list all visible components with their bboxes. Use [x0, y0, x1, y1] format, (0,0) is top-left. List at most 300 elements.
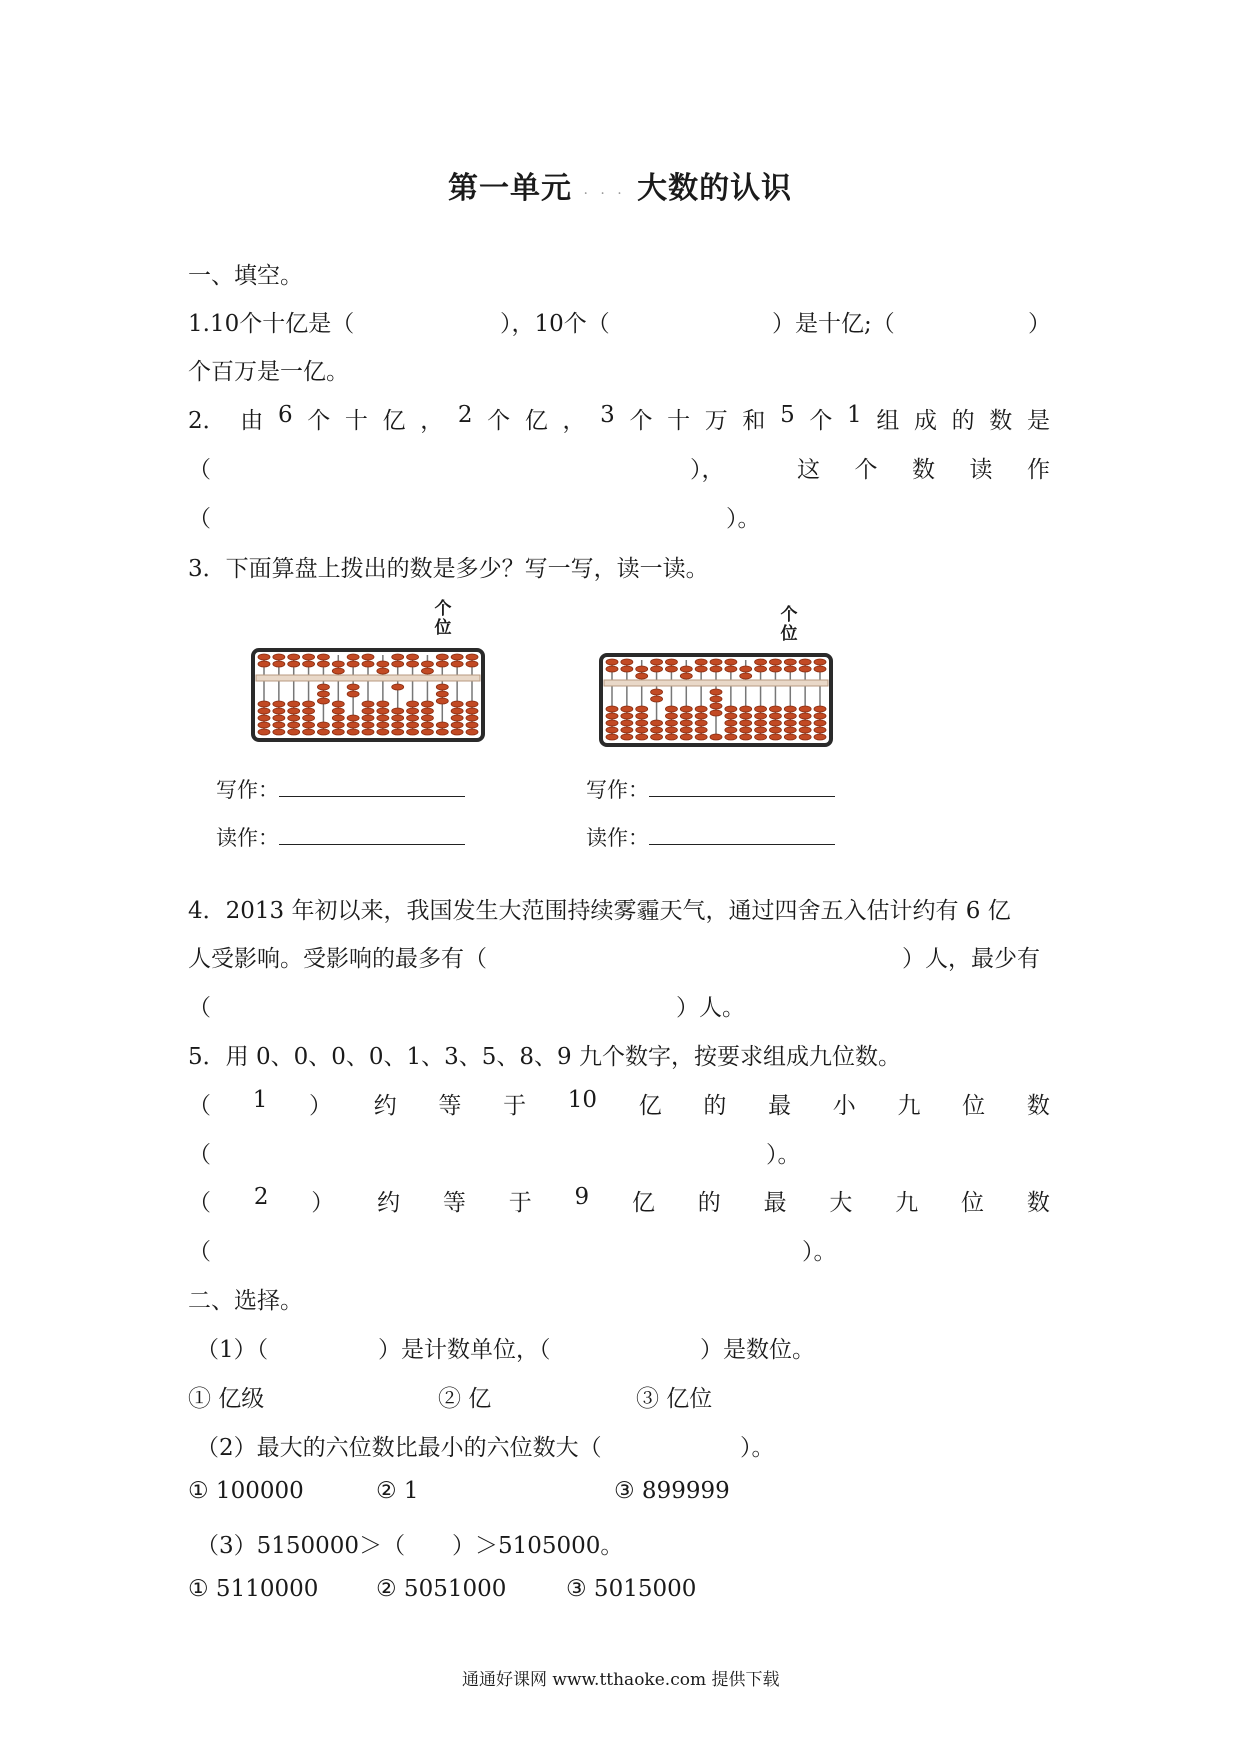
abacus1-label-top: 个 [434, 599, 452, 619]
abacus-bead [755, 666, 767, 672]
abacus-bead [407, 708, 419, 714]
q2-word: 2． [188, 408, 226, 434]
abacus2-label-top: 个 [780, 605, 798, 625]
abacus-bead [407, 661, 419, 667]
q2-word: ， [562, 408, 586, 434]
abacus-bead [451, 729, 463, 735]
q5-word: （ [188, 1093, 211, 1119]
c2-option-3[interactable]: ③ 899999 [614, 1478, 730, 1504]
q2-word: 数 [912, 457, 935, 483]
section1-heading: 一、填空。 [188, 263, 303, 289]
q5-sub1-open: （ [188, 1142, 211, 1168]
q5-word: 等 [438, 1093, 462, 1119]
abacus-bead [466, 729, 478, 735]
abacus-bead [288, 708, 300, 714]
abacus2-write-blank[interactable] [649, 778, 835, 797]
abacus-bead [636, 720, 648, 726]
q2-line2-words [797, 451, 1050, 484]
q2-word: 组 [876, 408, 900, 434]
abacus-bead [273, 654, 285, 660]
abacus-bead [288, 729, 300, 735]
abacus-bead [665, 727, 677, 733]
abacus-bead [769, 659, 781, 665]
abacus-bead [814, 666, 826, 672]
abacus1-read-label: 读作： [216, 826, 279, 850]
abacus-bead [710, 659, 722, 665]
abacus-bead [332, 722, 344, 728]
abacus2-read [586, 822, 835, 852]
abacus-bead [695, 706, 707, 712]
abacus-bead [814, 727, 826, 733]
abacus-bead [332, 701, 344, 707]
q2-word: 6 [277, 402, 293, 428]
q2-line1 [188, 402, 1050, 435]
abacus1-write-blank[interactable] [279, 778, 465, 797]
abacus-bead [710, 703, 722, 709]
q5-word: 2 [253, 1184, 269, 1210]
abacus-bead [725, 727, 737, 733]
abacus-bead [680, 720, 692, 726]
abacus-bead [377, 722, 389, 728]
abacus-bead [347, 715, 359, 721]
abacus-bead [258, 654, 270, 660]
abacus-bead [288, 715, 300, 721]
abacus-bead [769, 706, 781, 712]
abacus-bead [680, 734, 692, 740]
abacus-bead [799, 727, 811, 733]
q5-word: ） [311, 1190, 335, 1216]
abacus-bead [740, 720, 752, 726]
abacus-bead [273, 729, 285, 735]
abacus-bead [362, 715, 374, 721]
abacus-bead [621, 727, 633, 733]
q5-text: 5．用 0、0、0、0、1、3、5、8、9 九个数字，按要求组成九位数。 [188, 1044, 901, 1070]
q1-line2: 个百万是一亿。 [188, 359, 349, 385]
abacus-bead [392, 661, 404, 667]
abacus1-read-blank[interactable] [279, 826, 465, 845]
abacus1-label-bottom: 位 [434, 618, 452, 638]
abacus-bead [651, 734, 663, 740]
q2-word: 这 [797, 457, 820, 483]
abacus2-label-bottom: 位 [780, 624, 798, 644]
abacus-bead [651, 727, 663, 733]
abacus-bead [451, 654, 463, 660]
q5-word: 数 [1026, 1093, 1050, 1119]
abacus-bead [755, 659, 767, 665]
abacus-bead [621, 720, 633, 726]
abacus-bead [755, 713, 767, 719]
abacus-bead [362, 701, 374, 707]
abacus-bead [665, 659, 677, 665]
abacus-bead [651, 696, 663, 702]
q2-word: ， [420, 408, 444, 434]
q5-sub2-close: ）。 [802, 1239, 837, 1265]
abacus2-unit-label [776, 606, 802, 644]
abacus-bead [362, 708, 374, 714]
abacus-bead [606, 706, 618, 712]
q5-word: 约 [373, 1093, 397, 1119]
abacus-bead [606, 666, 618, 672]
q2-word: 个 [809, 408, 833, 434]
abacus-bead [651, 666, 663, 672]
c2-stem-b: ）。 [740, 1435, 775, 1461]
c2-stem-a: （2）最大的六位数比最小的六位数大（ [196, 1435, 602, 1461]
q2-word: 亿 [382, 408, 406, 434]
abacus-bead [665, 734, 677, 740]
c3-stem-b: ）＞5105000。 [452, 1533, 624, 1559]
q5-word: 九 [895, 1190, 919, 1216]
abacus-bead [755, 727, 767, 733]
q1-mid2: ）是十亿;（ [772, 311, 895, 337]
q2-word: 个 [629, 408, 653, 434]
abacus-bead [784, 666, 796, 672]
abacus-bead [636, 713, 648, 719]
abacus-bead [258, 708, 270, 714]
abacus-bead [651, 689, 663, 695]
abacus-bead [288, 654, 300, 660]
abacus-bead [436, 654, 448, 660]
abacus-bead [680, 706, 692, 712]
abacus-bead [606, 734, 618, 740]
abacus-bead [436, 691, 448, 697]
abacus-bead [392, 729, 404, 735]
abacus-bead [436, 698, 448, 704]
abacus-bead [680, 713, 692, 719]
abacus-bead [695, 666, 707, 672]
abacus-bead [303, 715, 315, 721]
q2-word: 个 [487, 408, 511, 434]
q4-line2-left: 人受影响。受影响的最多有（ [188, 946, 487, 972]
abacus-bead [347, 661, 359, 667]
c1-option-2[interactable]: ② 亿 [438, 1386, 492, 1412]
q5-word: 小 [832, 1093, 856, 1119]
q2-word: 读 [969, 457, 993, 483]
abacus-bead [740, 666, 752, 672]
q2-line2-open: （ [188, 457, 211, 483]
abacus-bead [621, 713, 633, 719]
abacus-bead [273, 661, 285, 667]
abacus-bead [769, 713, 781, 719]
abacus-bead [377, 668, 389, 674]
abacus1 [250, 647, 486, 743]
abacus-bead [784, 727, 796, 733]
q3-text: 3．下面算盘上拨出的数是多少？写一写，读一读。 [188, 556, 709, 582]
title-right: 大数的认识 [637, 171, 793, 206]
q2-word: 的 [951, 408, 975, 434]
q2-word: 数 [989, 408, 1013, 434]
q5-sub1-close: ）。 [766, 1142, 801, 1168]
abacus-bead [258, 661, 270, 667]
q1-prefix: 1.10个十亿是（ [188, 311, 355, 337]
q2-word: 成 [913, 408, 937, 434]
q5-word: 九 [897, 1093, 921, 1119]
q5-word: 数 [1026, 1190, 1050, 1216]
c1-stem-c: ）是数位。 [700, 1337, 815, 1363]
abacus-bead [636, 673, 648, 679]
abacus-bead [421, 708, 433, 714]
q5-word: 亿 [638, 1093, 662, 1119]
abacus-bead [303, 708, 315, 714]
abacus-bead [258, 715, 270, 721]
q2-word: 是 [1026, 408, 1050, 434]
abacus-bead [273, 708, 285, 714]
q2-word: 个 [854, 457, 878, 483]
abacus-bead [621, 706, 633, 712]
abacus-bead [606, 720, 618, 726]
abacus-bead [621, 659, 633, 665]
abacus-bead [421, 661, 433, 667]
abacus-bead [258, 722, 270, 728]
abacus-bead [392, 684, 404, 690]
q1-mid1: ），10个（ [500, 311, 610, 337]
c2-option-1[interactable]: ① 100000 [188, 1478, 304, 1504]
abacus-bead [740, 713, 752, 719]
abacus-bead [303, 729, 315, 735]
abacus-bead [377, 708, 389, 714]
q4-line3-close: ）人。 [676, 995, 745, 1021]
c3-option-3[interactable]: ③ 5015000 [566, 1576, 697, 1602]
abacus-bead [814, 659, 826, 665]
abacus-bead [695, 727, 707, 733]
abacus-bead [466, 701, 478, 707]
abacus-bead [665, 713, 677, 719]
abacus-bead [769, 734, 781, 740]
q5-word: （ [188, 1190, 211, 1216]
abacus-bead [784, 720, 796, 726]
abacus-bead [769, 720, 781, 726]
abacus2-read-blank[interactable] [649, 826, 835, 845]
abacus-bead [710, 696, 722, 702]
abacus-bead [303, 654, 315, 660]
abacus-bead [407, 722, 419, 728]
abacus-bead [466, 708, 478, 714]
abacus-bead [814, 713, 826, 719]
abacus-bead [799, 666, 811, 672]
abacus-bead [273, 715, 285, 721]
c1-option-1[interactable]: ① 亿级 [188, 1386, 265, 1412]
abacus-bead [317, 684, 329, 690]
abacus-bead [317, 698, 329, 704]
q5-word: 最 [768, 1093, 792, 1119]
abacus-bead [740, 673, 752, 679]
abacus-bead [621, 734, 633, 740]
abacus-bead [347, 684, 359, 690]
abacus-bead [317, 691, 329, 697]
abacus-bead [362, 654, 374, 660]
q5-sub2 [188, 1184, 1050, 1217]
abacus-bead [665, 666, 677, 672]
abacus-bead [725, 713, 737, 719]
abacus-bead [740, 727, 752, 733]
abacus-bead [436, 729, 448, 735]
q5-word: 1 [252, 1087, 268, 1113]
abacus-bead [421, 668, 433, 674]
abacus-bead [392, 722, 404, 728]
q5-word: 位 [961, 1190, 985, 1216]
abacus2-write [586, 774, 835, 804]
abacus-bead [362, 661, 374, 667]
abacus-bead [392, 654, 404, 660]
abacus-bead [436, 684, 448, 690]
q5-sub1 [188, 1087, 1050, 1120]
abacus-bead [636, 727, 648, 733]
abacus-bead [407, 729, 419, 735]
abacus-bead [421, 715, 433, 721]
q2-word: 1 [847, 402, 862, 428]
abacus-bead [680, 727, 692, 733]
q2-word: 个 [307, 408, 331, 434]
abacus-bead [451, 708, 463, 714]
abacus-bead [725, 659, 737, 665]
abacus-bead [317, 654, 329, 660]
abacus-bead [347, 729, 359, 735]
abacus2 [598, 652, 834, 748]
abacus-bead [466, 654, 478, 660]
abacus-bead [451, 722, 463, 728]
abacus-bead [814, 734, 826, 740]
section2-heading: 二、选择。 [188, 1288, 303, 1314]
abacus-bead [392, 708, 404, 714]
q2-word: 2 [457, 402, 473, 428]
abacus-bead [288, 722, 300, 728]
abacus-bead [651, 720, 663, 726]
abacus-bead [407, 654, 419, 660]
abacus-bead [407, 701, 419, 707]
q2-line2-close: ）， [690, 457, 725, 483]
abacus2-read-label: 读作： [586, 826, 649, 850]
q5-word: 大 [829, 1190, 853, 1216]
c2-option-2[interactable]: ② 1 [376, 1478, 419, 1504]
title-left: 第一单元 [448, 171, 572, 206]
abacus-bead [606, 659, 618, 665]
q4-line1: 4．2013 年初以来，我国发生大范围持续雾霾天气，通过四舍五入估计约有 6 亿 [188, 898, 1011, 924]
abacus-bead [377, 661, 389, 667]
abacus-bead [466, 661, 478, 667]
abacus-bead [695, 713, 707, 719]
q2-word: 十 [667, 408, 691, 434]
abacus-bead [680, 666, 692, 672]
c3-option-2[interactable]: ② 5051000 [376, 1576, 507, 1602]
abacus-bead [636, 706, 648, 712]
abacus1-write [216, 774, 465, 804]
abacus-bead [407, 715, 419, 721]
q5-word: 位 [962, 1093, 986, 1119]
q2-line3-close: ）。 [726, 506, 761, 532]
abacus-bead [665, 720, 677, 726]
c3-option-1[interactable]: ① 5110000 [188, 1576, 319, 1602]
abacus-bead [436, 661, 448, 667]
abacus-bead [392, 715, 404, 721]
abacus-bead [362, 729, 374, 735]
title-dots: . . . [583, 182, 626, 198]
q5-word: 10 [567, 1087, 598, 1113]
abacus-bead [665, 706, 677, 712]
q5-word: ） [309, 1093, 333, 1119]
abacus-bead [332, 715, 344, 721]
abacus-bead [755, 720, 767, 726]
abacus-bead [725, 666, 737, 672]
q2-line3-open: （ [188, 506, 211, 532]
abacus-bead [606, 713, 618, 719]
abacus-bead [769, 666, 781, 672]
abacus-bead [740, 734, 752, 740]
abacus-beam [604, 680, 828, 686]
abacus-bead [799, 706, 811, 712]
abacus-bead [651, 659, 663, 665]
abacus-bead [680, 673, 692, 679]
abacus-bead [436, 722, 448, 728]
abacus-bead [799, 720, 811, 726]
c3-stem-a: （3）5150000＞（ [196, 1533, 406, 1559]
abacus-bead [784, 734, 796, 740]
abacus-bead [421, 722, 433, 728]
q2-word: 和 [742, 408, 766, 434]
abacus-bead [332, 729, 344, 735]
abacus-bead [799, 734, 811, 740]
abacus-bead [814, 720, 826, 726]
abacus1-read [216, 822, 465, 852]
abacus-bead [273, 722, 285, 728]
abacus-bead [814, 706, 826, 712]
q2-word: 万 [704, 408, 728, 434]
q5-word: 9 [574, 1184, 590, 1210]
abacus-bead [347, 654, 359, 660]
abacus-bead [636, 666, 648, 672]
q5-word: 于 [503, 1093, 527, 1119]
q2-word: 十 [344, 408, 368, 434]
abacus-bead [273, 701, 285, 707]
q2-word: 作 [1027, 457, 1050, 483]
abacus-bead [421, 729, 433, 735]
abacus-bead [317, 729, 329, 735]
q4-line2-right: ）人，最少有 [902, 946, 1040, 972]
q5-word: 等 [442, 1190, 466, 1216]
q5-word: 亿 [631, 1190, 655, 1216]
abacus-bead [621, 666, 633, 672]
q5-word: 的 [697, 1190, 721, 1216]
abacus-bead [258, 701, 270, 707]
abacus-bead [451, 701, 463, 707]
abacus-bead [799, 713, 811, 719]
abacus-bead [710, 666, 722, 672]
abacus-bead [695, 659, 707, 665]
abacus-bead [740, 706, 752, 712]
c1-stem-a: （1）（ [196, 1337, 269, 1363]
q5-word: 最 [763, 1190, 787, 1216]
abacus1-unit-label [430, 600, 456, 638]
abacus-bead [784, 713, 796, 719]
abacus-bead [303, 701, 315, 707]
abacus-bead [258, 729, 270, 735]
q5-word: 的 [703, 1093, 727, 1119]
abacus-bead [636, 734, 648, 740]
abacus-bead [347, 722, 359, 728]
abacus-bead [347, 691, 359, 697]
c1-stem-b: ）是计数单位，（ [378, 1337, 551, 1363]
abacus-bead [784, 659, 796, 665]
page-title [448, 163, 792, 207]
abacus-bead [317, 661, 329, 667]
q4-line3-open: （ [188, 995, 211, 1021]
abacus-bead [303, 722, 315, 728]
abacus-bead [377, 729, 389, 735]
abacus-bead [755, 706, 767, 712]
abacus-bead [466, 722, 478, 728]
abacus-bead [332, 661, 344, 667]
abacus-bead [784, 706, 796, 712]
c1-option-3[interactable]: ③ 亿位 [636, 1386, 713, 1412]
abacus-bead [710, 689, 722, 695]
